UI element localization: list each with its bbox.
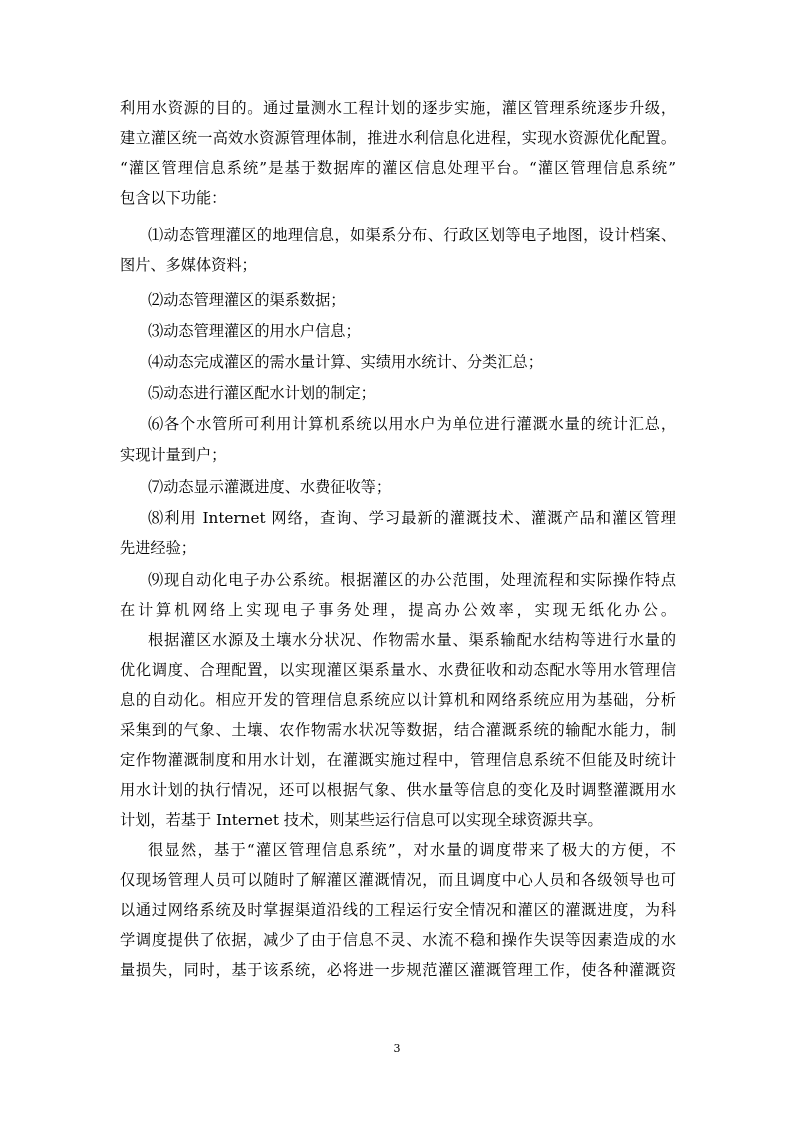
list-item-line: ⑵动态管理灌区的渠系数据； [148, 291, 346, 309]
paragraph-line: 定作物灌溉制度和用水计划，在灌溉实施过程中，管理信息系统不但能及时统计 [120, 751, 676, 769]
list-item-line: 实现计量到户； [120, 446, 227, 464]
paragraph-line: 优化调度、合理配置，以实现灌区渠系量水、水费征收和动态配水等用水管理信 [120, 661, 676, 679]
text-line: 利用水资源的目的。通过量测水工程计划的逐步实施，灌区管理系统逐步升级， [120, 99, 676, 117]
paragraph-line: 息的自动化。相应开发的管理信息系统应以计算机和网络系统应用为基础，分析 [120, 691, 676, 709]
paragraph-line: 以通过网络系统及时掌握渠道沿线的工程运行安全情况和灌区的灌溉进度，为科 [120, 901, 676, 919]
list-item-line: ⑼现自动化电子办公系统。根据灌区的办公范围，处理流程和实际操作特点 [148, 571, 676, 589]
text-line: “灌区管理信息系统”是基于数据库的灌区信息处理平台。“灌区管理信息系统” [120, 159, 676, 177]
list-item-line: ⑷动态完成灌区的需水量计算、实绩用水统计、分类汇总； [148, 353, 543, 371]
paragraph-line: 很显然，基于“灌区管理信息系统”，对水量的调度带来了极大的方便，不 [148, 841, 676, 859]
paragraph-line: 用水计划的执行情况，还可以根据气象、供水量等信息的变化及时调整灌溉用水 [120, 781, 676, 799]
list-item-line: ⑴动态管理灌区的地理信息，如渠系分布、行政区划等电子地图，设计档案、 [148, 226, 676, 244]
paragraph-line: 学调度提供了依据，减少了由于信息不灵、水流不稳和操作失误等因素造成的水 [120, 931, 676, 949]
text-line: 建立灌区统一高效水资源管理体制，推进水利信息化进程，实现水资源优化配置。 [120, 129, 676, 147]
paragraph-line: 仅现场管理人员可以随时了解灌区灌溉情况，而且调度中心人员和各级领导也可 [120, 871, 676, 889]
list-item-line: ⑸动态进行灌区配水计划的制定； [148, 384, 376, 402]
paragraph-line: 根据灌区水源及土壤水分状况、作物需水量、渠系输配水结构等进行水量的 [148, 631, 676, 649]
list-item-line: ⑹各个水管所可利用计算机系统以用水户为单位进行灌溉水量的统计汇总， [148, 415, 676, 433]
list-item-line: ⑶动态管理灌区的用水户信息； [148, 322, 361, 340]
list-item-line: 在计算机网络上实现电子事务处理，提高办公效率，实现无纸化办公。 [120, 601, 676, 619]
list-item-line: 图片、多媒体资料； [120, 256, 257, 274]
list-item-line: ⑻利用 Internet 网络，查询、学习最新的灌溉技术、灌溉产品和灌区管理 [148, 509, 676, 527]
list-item-line: ⑺动态显示灌溉进度、水费征收等； [148, 478, 391, 496]
list-item-line: 先进经验； [120, 539, 196, 557]
paragraph-line: 采集到的气象、土壤、农作物需水状况等数据，结合灌溉系统的输配水能力，制 [120, 721, 676, 739]
text-line: 包含以下功能： [120, 189, 227, 207]
paragraph-line: 计划，若基于 Internet 技术，则某些运行信息可以实现全球资源共享。 [120, 811, 603, 829]
page-number: 3 [393, 1042, 401, 1055]
paragraph-line: 量损失，同时，基于该系统，必将进一步规范灌区灌溉管理工作，使各种灌溉资 [120, 961, 676, 979]
